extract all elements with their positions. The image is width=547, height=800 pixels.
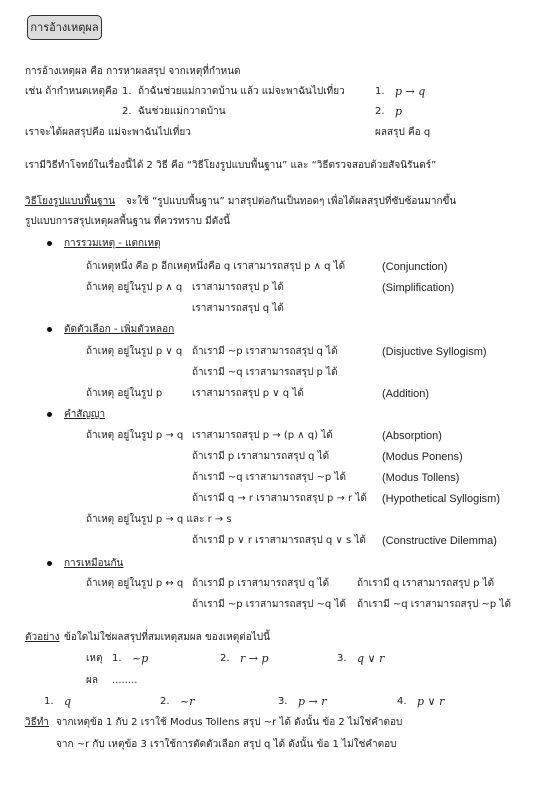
solution-line-1: จากเหตุข้อ 1 กับ 2 เราใช้ Modus Tollens สรุป ~r ได้ ดังนั้น ข้อ 2 ไม่ใช่คำตอบ (56, 717, 403, 728)
definition-text: การอ้างเหตุผล คือ การหาผลสรุป จากเหตุที่กำหนด (25, 66, 241, 77)
rule-text: เราสามารถสรุป p ได้ (192, 282, 284, 293)
choice-text: ~r (180, 695, 195, 708)
rule-lead: ถ้าเหตุ อยู่ในรูป p ∧ q (86, 282, 183, 293)
choice-number: 4. (397, 696, 407, 707)
premise-number: 1. (112, 653, 122, 664)
rule-name: (Absorption) (382, 430, 442, 442)
rule-lead: ถ้าเหตุ อยู่ในรูป p → q (86, 430, 184, 441)
rule-lead: ถ้าเหตุ อยู่ในรูป p (86, 388, 163, 399)
rule-text: ถ้าเรามี q เราสามารถสรุป p ได้ (357, 578, 495, 589)
page-title: การอ้างเหตุผล (27, 15, 102, 40)
rule-text: เราสามารถสรุป p ∨ q ได้ (192, 388, 304, 399)
example-label: ตัวอย่าง (25, 632, 60, 643)
symbol-2-number: 2. (375, 106, 385, 117)
premise-2-number: 2. (122, 106, 132, 117)
solution-line-2: จาก ~r กับ เหตุข้อ 3 เราใช้การตัดตัวเลือก สรุป q ได้ ดังนั้น ข้อ 1 ไม่ใช่คำตอบ (56, 739, 397, 750)
example-question: ข้อใดไม่ใช่ผลสรุปที่สมเหตุสมผล ของเหตุต่อไปนี้ (64, 632, 270, 643)
premise-1-number: 1. (122, 86, 132, 97)
group-heading-disjunct: ตัดตัวเลือก - เพิ่มตัวหลอก (64, 324, 175, 335)
group-heading-implication: คำสัญญา (64, 409, 106, 420)
premise-number: 2. (220, 653, 230, 664)
rule-lead: ถ้าเหตุ อยู่ในรูป p ∨ q (86, 346, 183, 357)
choice-text: p ∨ r (417, 695, 445, 708)
premise-value: q ∨ r (357, 652, 385, 665)
rule-text: เราสามารถสรุป q ได้ (192, 303, 284, 314)
symbol-2: p (395, 105, 403, 118)
result-label: ผล (86, 675, 98, 686)
premise-1: ถ้าฉันช่วยแม่กวาดบ้าน แล้ว แม่จะพาฉันไปเที่ยว (138, 86, 345, 97)
solution-label: วิธีทำ (25, 717, 49, 728)
choice-text: q (64, 695, 72, 708)
bullet-icon (47, 241, 52, 246)
rule-text: ถ้าเหตุหนึ่ง คือ p อีกเหตุหนึ่งคือ q เราสามารถสรุป p ∧ q ได้ (86, 261, 346, 272)
rule-text: ถ้าเรามี ~p เราสามารถสรุป q ได้ (192, 346, 338, 357)
bullet-icon (47, 561, 52, 566)
premise-value: r → p (240, 652, 269, 665)
result-value: ........ (112, 675, 138, 686)
rule-text: ถ้าเรามี q → r เราสามารถสรุป p → r ได้ (192, 493, 367, 504)
rule-text: ถ้าเรามี ~q เราสามารถสรุป ~p ได้ (357, 599, 511, 610)
rule-text: ถ้าเรามี p ∨ r เราสามารถสรุป q ∨ s ได้ (192, 535, 366, 546)
rule-name: (Modus Ponens) (382, 451, 463, 463)
premise-value: ~p (132, 652, 149, 665)
symbol-1: p → q (395, 85, 426, 98)
premise-2: ฉันช่วยแม่กวาดบ้าน (138, 106, 226, 117)
rule-name: (Hypothetical Syllogism) (382, 493, 500, 505)
rule-name: (Constructive Dilemma) (382, 535, 497, 547)
symbol-1-number: 1. (375, 86, 385, 97)
rule-name: (Simplification) (382, 282, 455, 294)
bullet-icon (47, 327, 52, 332)
rule-text: ถ้าเรามี p เราสามารถสรุป q ได้ (192, 451, 330, 462)
rule-name: (Addition) (382, 388, 430, 400)
rule-text: ถ้าเรามี ~q เราสามารถสรุป ~p ได้ (192, 472, 346, 483)
methods-text: เรามีวิธีทำโจทย์ในเรื่องนี้ได้ 2 วิธี คือ “วิธีโยงรูปแบบพื้นฐาน” และ “วิธีตรวจสอบด้วยสัจนิรันดร์” (25, 160, 437, 171)
choice-number: 3. (278, 696, 288, 707)
rule-name: (Modus Tollens) (382, 472, 460, 484)
section-heading: วิธีโยงรูปแบบพื้นฐาน (25, 196, 116, 207)
section-line-2: รูปแบบการสรุปเหตุผลพื้นฐาน ที่ควรทราบ มีดังนี้ (25, 216, 230, 227)
conclusion-symbol: ผลสรุป คือ q (375, 127, 431, 138)
rule-text: ถ้าเรามี ~p เราสามารถสรุป ~q ได้ (192, 599, 346, 610)
rule-lead: ถ้าเหตุ อยู่ในรูป p → q และ r → s (86, 514, 232, 525)
premise-number: 3. (337, 653, 347, 664)
choice-number: 2. (160, 696, 170, 707)
rule-lead: ถ้าเหตุ อยู่ในรูป p ↔ q (86, 578, 184, 589)
conclusion-text: เราจะได้ผลสรุปคือ แม่จะพาฉันไปเที่ยว (25, 127, 191, 138)
rule-name: (Disjuctive Syllogism) (382, 346, 487, 358)
choice-number: 1. (44, 696, 54, 707)
group-heading-equivalence: การเหมือนกัน (64, 558, 124, 569)
section-line-1: จะใช้ “รูปแบบพื้นฐาน” มาสรุปต่อกันเป็นทอดๆ เพื่อได้ผลสรุปที่ซับซ้อนมากขึ้น (126, 196, 457, 207)
rule-text: เราสามารถสรุป p → (p ∧ q) ได้ (192, 430, 333, 441)
bullet-icon (47, 412, 52, 417)
choice-text: p → r (298, 695, 327, 708)
rule-text: ถ้าเรามี p เราสามารถสรุป q ได้ (192, 578, 330, 589)
premises-label: เหตุ (86, 653, 103, 664)
rule-text: ถ้าเรามี ~q เราสามารถสรุป p ได้ (192, 367, 338, 378)
example-lead: เช่น ถ้ากำหนดเหตุคือ (25, 86, 118, 97)
group-heading-combine: การรวมเหตุ - แตกเหตุ (64, 238, 161, 249)
rule-name: (Conjunction) (382, 261, 448, 273)
